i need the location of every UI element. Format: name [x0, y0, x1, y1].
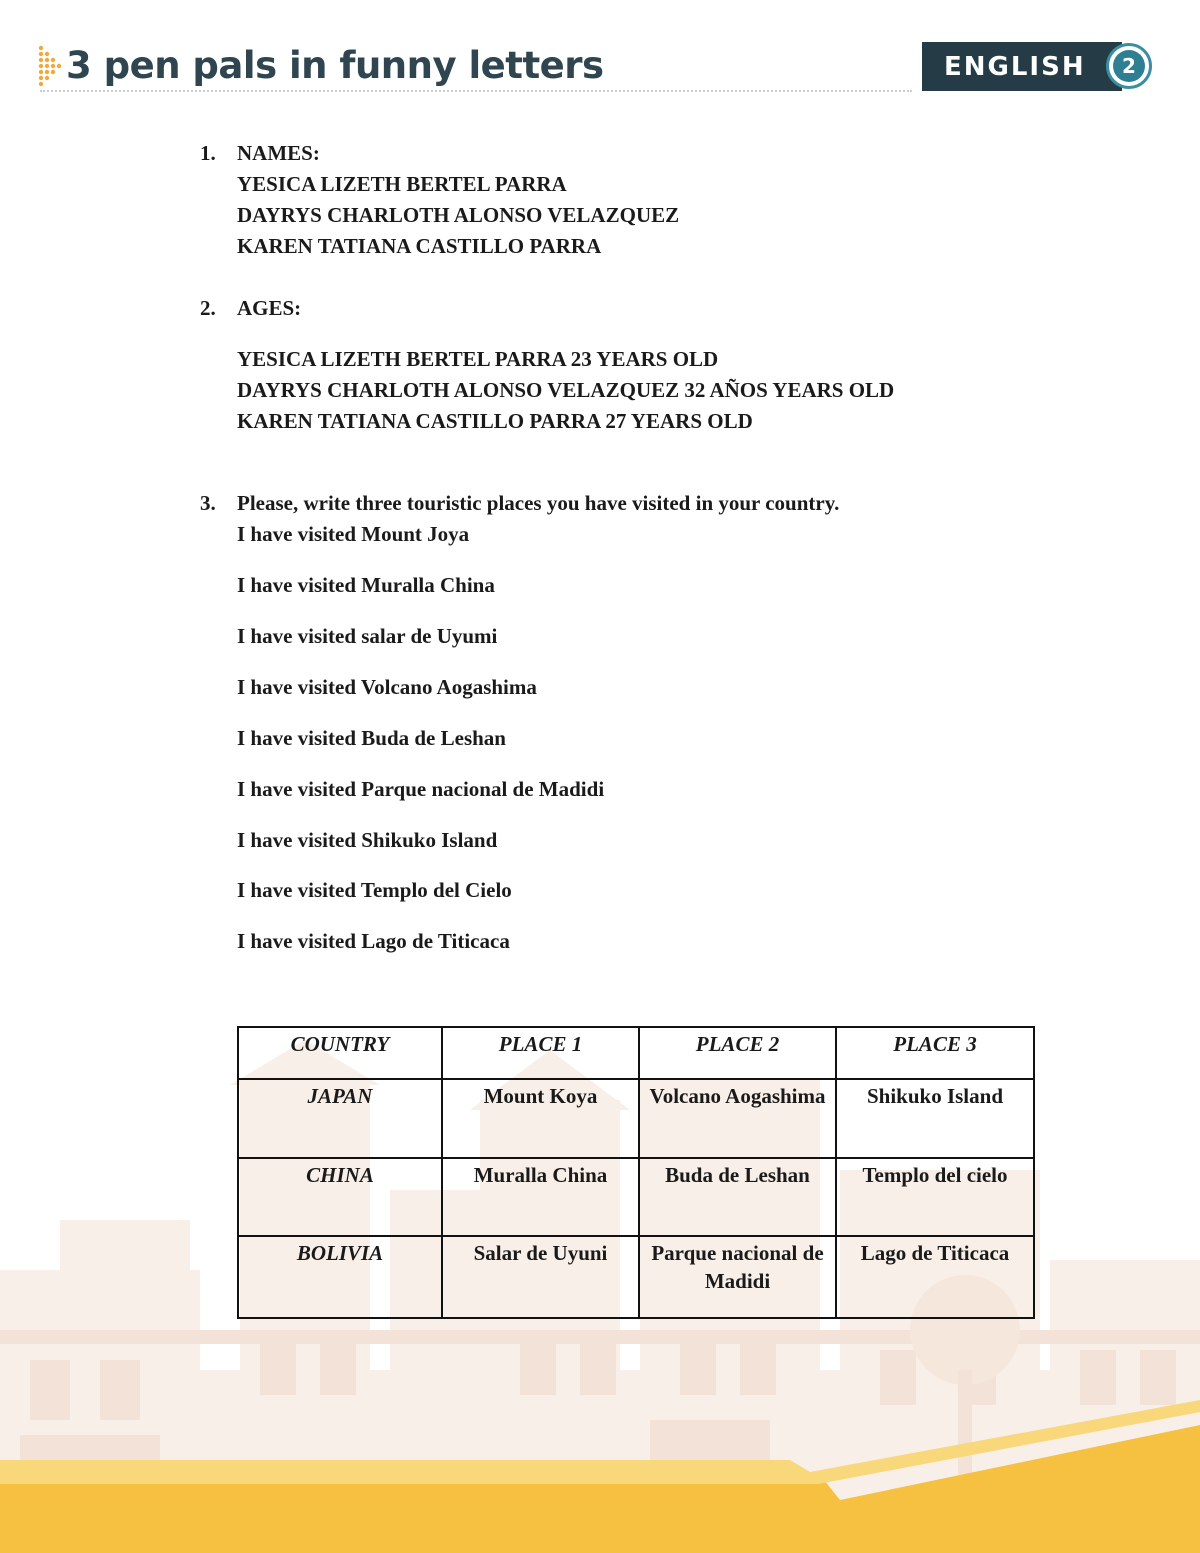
name-item: DAYRYS CHARLOTH ALONSO VELAZQUEZ	[237, 203, 680, 227]
level-badge	[1106, 43, 1152, 89]
section-number: 2.	[200, 296, 216, 320]
place-cell: Lago de Titicaca	[836, 1236, 1034, 1318]
level-number: 2	[1113, 50, 1145, 82]
visited-place-item: I have visited Templo del Cielo	[237, 878, 512, 902]
visited-place-item: I have visited Shikuko Island	[237, 828, 498, 852]
title-divider	[40, 90, 912, 92]
visited-place-item: I have visited Mount Joya	[237, 522, 470, 546]
age-item: DAYRYS CHARLOTH ALONSO VELAZQUEZ 32 AÑOS YEARS OLD	[237, 378, 895, 402]
visited-place-item: I have visited Muralla China	[237, 573, 495, 597]
place-cell: Salar de Uyuni	[442, 1236, 639, 1318]
place-cell: Shikuko Island	[836, 1079, 1034, 1158]
column-header-place-3: PLACE 3	[836, 1027, 1034, 1079]
column-header-country: COUNTRY	[238, 1027, 442, 1079]
table-row	[238, 1236, 1034, 1318]
place-cell: Parque nacional de Madidi	[639, 1236, 836, 1318]
age-item: YESICA LIZETH BERTEL PARRA 23 YEARS OLD	[237, 347, 719, 371]
place-cell: Volcano Aogashima	[639, 1079, 836, 1158]
page-header	[0, 0, 1200, 110]
ages-heading: AGES:	[237, 296, 302, 320]
places-question: Please, write three touristic places you have visited in your country.	[237, 491, 840, 515]
age-item: KAREN TATIANA CASTILLO PARRA 27 YEARS OLD	[237, 409, 753, 433]
place-cell: Buda de Leshan	[639, 1158, 836, 1236]
place-cell: Templo del cielo	[836, 1158, 1034, 1236]
column-header-place-1: PLACE 1	[442, 1027, 639, 1079]
section-number: 1.	[200, 141, 216, 165]
table-header-row	[238, 1027, 1034, 1079]
country-cell: CHINA	[238, 1158, 442, 1236]
table-row	[238, 1158, 1034, 1236]
column-header-place-2: PLACE 2	[639, 1027, 836, 1079]
section-number: 3.	[200, 491, 216, 515]
document-title: 3 pen pals in funny letters	[66, 44, 604, 87]
visited-place-item: I have visited Volcano Aogashima	[237, 675, 537, 699]
places-table	[237, 1026, 1035, 1319]
name-item: KAREN TATIANA CASTILLO PARRA	[237, 234, 602, 258]
place-cell: Muralla China	[442, 1158, 639, 1236]
names-heading: NAMES:	[237, 141, 320, 165]
table-row	[238, 1079, 1034, 1158]
name-item: YESICA LIZETH BERTEL PARRA	[237, 172, 567, 196]
arrow-dots-icon	[38, 44, 64, 90]
place-cell: Mount Koya	[442, 1079, 639, 1158]
visited-place-item: I have visited Buda de Leshan	[237, 726, 506, 750]
visited-place-item: I have visited salar de Uyumi	[237, 624, 498, 648]
country-cell: BOLIVIA	[238, 1236, 442, 1318]
visited-place-item: I have visited Lago de Titicaca	[237, 929, 510, 953]
visited-place-item: I have visited Parque nacional de Madidi	[237, 777, 605, 801]
english-badge-label: ENGLISH	[944, 52, 1086, 82]
country-cell: JAPAN	[238, 1079, 442, 1158]
